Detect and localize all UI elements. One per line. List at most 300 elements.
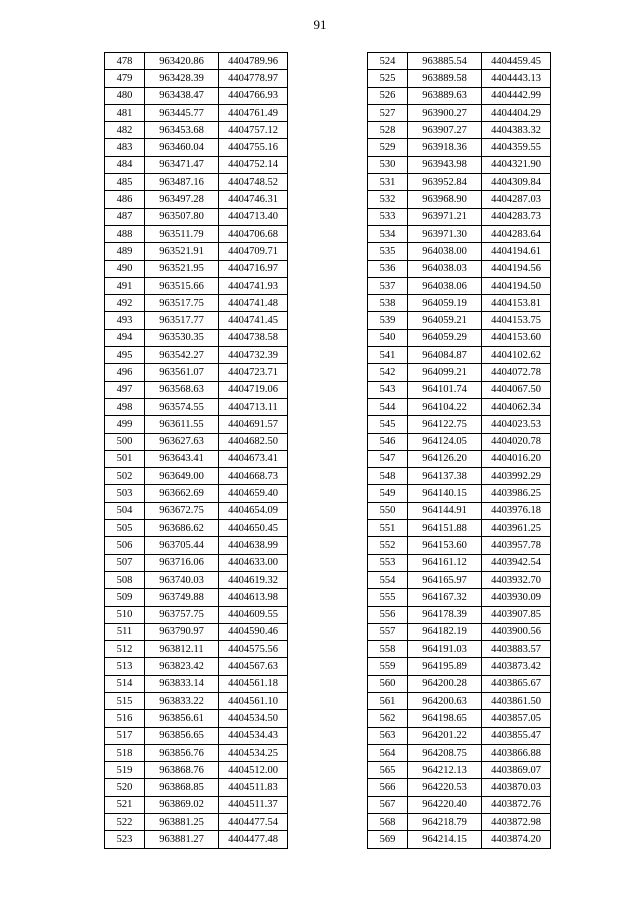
y-coordinate-cell: 4404706.68 [219, 225, 288, 242]
table-row [105, 312, 288, 329]
y-coordinate-cell: 4403992.29 [482, 468, 551, 485]
x-coordinate-cell: 963561.07 [145, 364, 219, 381]
y-coordinate-cell: 4403874.20 [482, 831, 551, 848]
table-row [105, 744, 288, 761]
x-coordinate-cell: 964038.03 [408, 260, 482, 277]
table-row [105, 295, 288, 312]
point-number-cell: 511 [105, 623, 145, 640]
point-number-cell: 495 [105, 347, 145, 364]
x-coordinate-cell: 963812.11 [145, 641, 219, 658]
y-coordinate-cell: 4404359.55 [482, 139, 551, 156]
page-number: 91 [313, 17, 327, 32]
point-number-cell: 523 [105, 831, 145, 848]
table-row [105, 174, 288, 191]
x-coordinate-cell: 963885.54 [408, 53, 482, 70]
y-coordinate-cell: 4404590.46 [219, 623, 288, 640]
point-number-cell: 483 [105, 139, 145, 156]
table-row [105, 364, 288, 381]
table-row [368, 277, 551, 294]
point-number-cell: 538 [368, 295, 408, 312]
point-number-cell: 529 [368, 139, 408, 156]
y-coordinate-cell: 4404716.97 [219, 260, 288, 277]
coordinates-table-left [104, 52, 288, 849]
point-number-cell: 485 [105, 174, 145, 191]
table-row [368, 156, 551, 173]
x-coordinate-cell: 963420.86 [145, 53, 219, 70]
x-coordinate-cell: 964059.29 [408, 329, 482, 346]
point-number-cell: 481 [105, 104, 145, 121]
x-coordinate-cell: 963856.76 [145, 744, 219, 761]
point-number-cell: 545 [368, 416, 408, 433]
x-coordinate-cell: 964218.79 [408, 814, 482, 831]
y-coordinate-cell: 4404016.20 [482, 450, 551, 467]
point-number-cell: 517 [105, 727, 145, 744]
y-coordinate-cell: 4404633.00 [219, 554, 288, 571]
x-coordinate-cell: 963918.36 [408, 139, 482, 156]
point-number-cell: 501 [105, 450, 145, 467]
table-row [105, 779, 288, 796]
y-coordinate-cell: 4404511.83 [219, 779, 288, 796]
table-row [368, 675, 551, 692]
table-row [105, 606, 288, 623]
table-row [368, 520, 551, 537]
x-coordinate-cell: 964208.75 [408, 744, 482, 761]
table-row [105, 485, 288, 502]
x-coordinate-cell: 964191.03 [408, 641, 482, 658]
y-coordinate-cell: 4404757.12 [219, 122, 288, 139]
table-row [105, 243, 288, 260]
x-coordinate-cell: 963705.44 [145, 537, 219, 554]
x-coordinate-cell: 963757.75 [145, 606, 219, 623]
table-row [105, 104, 288, 121]
y-coordinate-cell: 4404748.52 [219, 174, 288, 191]
x-coordinate-cell: 963453.68 [145, 122, 219, 139]
x-coordinate-cell: 964101.74 [408, 381, 482, 398]
y-coordinate-cell: 4404650.45 [219, 520, 288, 537]
point-number-cell: 557 [368, 623, 408, 640]
x-coordinate-cell: 963881.27 [145, 831, 219, 848]
x-coordinate-cell: 963889.58 [408, 70, 482, 87]
table-row [368, 225, 551, 242]
x-coordinate-cell: 963517.77 [145, 312, 219, 329]
y-coordinate-cell: 4404153.81 [482, 295, 551, 312]
table-row [105, 450, 288, 467]
y-coordinate-cell: 4403930.09 [482, 589, 551, 606]
y-coordinate-cell: 4404194.61 [482, 243, 551, 260]
x-coordinate-cell: 963445.77 [145, 104, 219, 121]
point-number-cell: 493 [105, 312, 145, 329]
table-row [368, 416, 551, 433]
x-coordinate-cell: 964084.87 [408, 347, 482, 364]
point-number-cell: 491 [105, 277, 145, 294]
x-coordinate-cell: 963900.27 [408, 104, 482, 121]
x-coordinate-cell: 963833.22 [145, 692, 219, 709]
point-number-cell: 525 [368, 70, 408, 87]
x-coordinate-cell: 964212.13 [408, 762, 482, 779]
y-coordinate-cell: 4404561.18 [219, 675, 288, 692]
y-coordinate-cell: 4404713.40 [219, 208, 288, 225]
point-number-cell: 537 [368, 277, 408, 294]
x-coordinate-cell: 963428.39 [145, 70, 219, 87]
table-row [368, 606, 551, 623]
y-coordinate-cell: 4404723.71 [219, 364, 288, 381]
x-coordinate-cell: 963856.61 [145, 710, 219, 727]
table-row [105, 520, 288, 537]
table-row [368, 692, 551, 709]
x-coordinate-cell: 964161.12 [408, 554, 482, 571]
point-number-cell: 503 [105, 485, 145, 502]
x-coordinate-cell: 963833.14 [145, 675, 219, 692]
point-number-cell: 518 [105, 744, 145, 761]
x-coordinate-cell: 964137.38 [408, 468, 482, 485]
table-row [105, 692, 288, 709]
point-number-cell: 487 [105, 208, 145, 225]
y-coordinate-cell: 4403861.50 [482, 692, 551, 709]
table-row [105, 122, 288, 139]
x-coordinate-cell: 964038.06 [408, 277, 482, 294]
x-coordinate-cell: 963521.95 [145, 260, 219, 277]
x-coordinate-cell: 963438.47 [145, 87, 219, 104]
x-coordinate-cell: 963971.30 [408, 225, 482, 242]
table-row [105, 623, 288, 640]
point-number-cell: 539 [368, 312, 408, 329]
x-coordinate-cell: 964214.15 [408, 831, 482, 848]
y-coordinate-cell: 4404309.84 [482, 174, 551, 191]
y-coordinate-cell: 4404738.58 [219, 329, 288, 346]
y-coordinate-cell: 4404719.06 [219, 381, 288, 398]
y-coordinate-cell: 4404619.32 [219, 571, 288, 588]
y-coordinate-cell: 4404477.54 [219, 814, 288, 831]
y-coordinate-cell: 4404512.00 [219, 762, 288, 779]
table-row [368, 450, 551, 467]
y-coordinate-cell: 4404102.62 [482, 347, 551, 364]
point-number-cell: 566 [368, 779, 408, 796]
x-coordinate-cell: 963686.62 [145, 520, 219, 537]
x-coordinate-cell: 964126.20 [408, 450, 482, 467]
point-number-cell: 550 [368, 502, 408, 519]
point-number-cell: 541 [368, 347, 408, 364]
y-coordinate-cell: 4404442.99 [482, 87, 551, 104]
table-row [368, 744, 551, 761]
table-row [368, 70, 551, 87]
point-number-cell: 510 [105, 606, 145, 623]
x-coordinate-cell: 963517.75 [145, 295, 219, 312]
y-coordinate-cell: 4404691.57 [219, 416, 288, 433]
y-coordinate-cell: 4404659.40 [219, 485, 288, 502]
point-number-cell: 556 [368, 606, 408, 623]
y-coordinate-cell: 4404638.99 [219, 537, 288, 554]
x-coordinate-cell: 963971.21 [408, 208, 482, 225]
table-row [368, 53, 551, 70]
y-coordinate-cell: 4404020.78 [482, 433, 551, 450]
y-coordinate-cell: 4404613.98 [219, 589, 288, 606]
table-row [368, 589, 551, 606]
point-number-cell: 484 [105, 156, 145, 173]
x-coordinate-cell: 963749.88 [145, 589, 219, 606]
point-number-cell: 562 [368, 710, 408, 727]
point-number-cell: 500 [105, 433, 145, 450]
point-number-cell: 542 [368, 364, 408, 381]
point-number-cell: 534 [368, 225, 408, 242]
point-number-cell: 492 [105, 295, 145, 312]
table-row [368, 433, 551, 450]
table-row [105, 658, 288, 675]
y-coordinate-cell: 4403976.18 [482, 502, 551, 519]
y-coordinate-cell: 4404741.45 [219, 312, 288, 329]
table-row [368, 831, 551, 848]
point-number-cell: 506 [105, 537, 145, 554]
point-number-cell: 554 [368, 571, 408, 588]
y-coordinate-cell: 4404153.75 [482, 312, 551, 329]
table-row [368, 814, 551, 831]
table-row [105, 433, 288, 450]
table-row [105, 710, 288, 727]
table-row [368, 208, 551, 225]
x-coordinate-cell: 964167.32 [408, 589, 482, 606]
point-number-cell: 494 [105, 329, 145, 346]
point-number-cell: 561 [368, 692, 408, 709]
y-coordinate-cell: 4404023.53 [482, 416, 551, 433]
table-row [105, 571, 288, 588]
y-coordinate-cell: 4403872.76 [482, 796, 551, 813]
x-coordinate-cell: 963497.28 [145, 191, 219, 208]
y-coordinate-cell: 4404459.45 [482, 53, 551, 70]
x-coordinate-cell: 963790.97 [145, 623, 219, 640]
y-coordinate-cell: 4404534.25 [219, 744, 288, 761]
x-coordinate-cell: 963823.42 [145, 658, 219, 675]
x-coordinate-cell: 963943.98 [408, 156, 482, 173]
y-coordinate-cell: 4404534.43 [219, 727, 288, 744]
point-number-cell: 508 [105, 571, 145, 588]
point-number-cell: 563 [368, 727, 408, 744]
point-number-cell: 496 [105, 364, 145, 381]
point-number-cell: 558 [368, 641, 408, 658]
table-row [368, 329, 551, 346]
point-number-cell: 486 [105, 191, 145, 208]
y-coordinate-cell: 4404321.90 [482, 156, 551, 173]
x-coordinate-cell: 963868.85 [145, 779, 219, 796]
x-coordinate-cell: 964059.21 [408, 312, 482, 329]
table-row [368, 571, 551, 588]
x-coordinate-cell: 964195.89 [408, 658, 482, 675]
table-row [368, 623, 551, 640]
x-coordinate-cell: 963662.69 [145, 485, 219, 502]
x-coordinate-cell: 964140.15 [408, 485, 482, 502]
y-coordinate-cell: 4404713.11 [219, 398, 288, 415]
point-number-cell: 521 [105, 796, 145, 813]
point-number-cell: 531 [368, 174, 408, 191]
x-coordinate-cell: 963530.35 [145, 329, 219, 346]
y-coordinate-cell: 4404477.48 [219, 831, 288, 848]
y-coordinate-cell: 4403942.54 [482, 554, 551, 571]
y-coordinate-cell: 4403873.42 [482, 658, 551, 675]
point-number-cell: 489 [105, 243, 145, 260]
x-coordinate-cell: 963649.00 [145, 468, 219, 485]
x-coordinate-cell: 963511.79 [145, 225, 219, 242]
y-coordinate-cell: 4403857.05 [482, 710, 551, 727]
point-number-cell: 551 [368, 520, 408, 537]
table-row [368, 398, 551, 415]
point-number-cell: 560 [368, 675, 408, 692]
y-coordinate-cell: 4404755.16 [219, 139, 288, 156]
point-number-cell: 547 [368, 450, 408, 467]
y-coordinate-cell: 4403961.25 [482, 520, 551, 537]
table-row [105, 277, 288, 294]
y-coordinate-cell: 4404761.49 [219, 104, 288, 121]
table-row [368, 468, 551, 485]
y-coordinate-cell: 4404746.31 [219, 191, 288, 208]
point-number-cell: 499 [105, 416, 145, 433]
table-row [105, 329, 288, 346]
y-coordinate-cell: 4403872.98 [482, 814, 551, 831]
y-coordinate-cell: 4404404.29 [482, 104, 551, 121]
table-row [368, 658, 551, 675]
point-number-cell: 509 [105, 589, 145, 606]
point-number-cell: 533 [368, 208, 408, 225]
x-coordinate-cell: 964220.53 [408, 779, 482, 796]
y-coordinate-cell: 4404654.09 [219, 502, 288, 519]
y-coordinate-cell: 4404283.64 [482, 225, 551, 242]
point-number-cell: 490 [105, 260, 145, 277]
table-row [105, 762, 288, 779]
x-coordinate-cell: 964099.21 [408, 364, 482, 381]
y-coordinate-cell: 4403870.03 [482, 779, 551, 796]
point-number-cell: 568 [368, 814, 408, 831]
table-row [368, 87, 551, 104]
x-coordinate-cell: 963574.55 [145, 398, 219, 415]
y-coordinate-cell: 4403865.67 [482, 675, 551, 692]
point-number-cell: 479 [105, 70, 145, 87]
x-coordinate-cell: 963856.65 [145, 727, 219, 744]
x-coordinate-cell: 964220.40 [408, 796, 482, 813]
y-coordinate-cell: 4403932.70 [482, 571, 551, 588]
table-row [105, 416, 288, 433]
point-number-cell: 519 [105, 762, 145, 779]
y-coordinate-cell: 4404709.71 [219, 243, 288, 260]
table-row [105, 70, 288, 87]
table-row [368, 727, 551, 744]
point-number-cell: 520 [105, 779, 145, 796]
x-coordinate-cell: 963869.02 [145, 796, 219, 813]
x-coordinate-cell: 963740.03 [145, 571, 219, 588]
x-coordinate-cell: 964124.05 [408, 433, 482, 450]
y-coordinate-cell: 4404072.78 [482, 364, 551, 381]
point-number-cell: 524 [368, 53, 408, 70]
table-row [105, 502, 288, 519]
x-coordinate-cell: 964153.60 [408, 537, 482, 554]
y-coordinate-cell: 4404194.56 [482, 260, 551, 277]
table-row [105, 225, 288, 242]
y-coordinate-cell: 4404287.03 [482, 191, 551, 208]
x-coordinate-cell: 964201.22 [408, 727, 482, 744]
x-coordinate-cell: 963460.04 [145, 139, 219, 156]
table-row [105, 554, 288, 571]
point-number-cell: 540 [368, 329, 408, 346]
y-coordinate-cell: 4403986.25 [482, 485, 551, 502]
y-coordinate-cell: 4404194.50 [482, 277, 551, 294]
table-row [105, 191, 288, 208]
point-number-cell: 482 [105, 122, 145, 139]
point-number-cell: 544 [368, 398, 408, 415]
point-number-cell: 567 [368, 796, 408, 813]
y-coordinate-cell: 4404062.34 [482, 398, 551, 415]
x-coordinate-cell: 964144.91 [408, 502, 482, 519]
y-coordinate-cell: 4404668.73 [219, 468, 288, 485]
point-number-cell: 480 [105, 87, 145, 104]
y-coordinate-cell: 4404741.48 [219, 295, 288, 312]
table-row [105, 156, 288, 173]
x-coordinate-cell: 963542.27 [145, 347, 219, 364]
x-coordinate-cell: 964165.97 [408, 571, 482, 588]
point-number-cell: 569 [368, 831, 408, 848]
x-coordinate-cell: 964059.19 [408, 295, 482, 312]
table-row [368, 762, 551, 779]
table-row [368, 537, 551, 554]
x-coordinate-cell: 963643.41 [145, 450, 219, 467]
table-row [368, 381, 551, 398]
y-coordinate-cell: 4404575.56 [219, 641, 288, 658]
point-number-cell: 549 [368, 485, 408, 502]
table-row [368, 796, 551, 813]
y-coordinate-cell: 4404567.63 [219, 658, 288, 675]
table-row [105, 727, 288, 744]
table-row [368, 295, 551, 312]
y-coordinate-cell: 4404732.39 [219, 347, 288, 364]
table-row [368, 554, 551, 571]
table-row [105, 53, 288, 70]
table-row [105, 381, 288, 398]
y-coordinate-cell: 4404511.37 [219, 796, 288, 813]
table-row [368, 260, 551, 277]
table-row [105, 796, 288, 813]
x-coordinate-cell: 963627.63 [145, 433, 219, 450]
point-number-cell: 530 [368, 156, 408, 173]
y-coordinate-cell: 4404283.73 [482, 208, 551, 225]
x-coordinate-cell: 964038.00 [408, 243, 482, 260]
table-row [105, 87, 288, 104]
point-number-cell: 528 [368, 122, 408, 139]
x-coordinate-cell: 963881.25 [145, 814, 219, 831]
x-coordinate-cell: 964178.39 [408, 606, 482, 623]
point-number-cell: 532 [368, 191, 408, 208]
point-number-cell: 548 [368, 468, 408, 485]
point-number-cell: 526 [368, 87, 408, 104]
y-coordinate-cell: 4404067.50 [482, 381, 551, 398]
table-row [368, 364, 551, 381]
point-number-cell: 502 [105, 468, 145, 485]
point-number-cell: 552 [368, 537, 408, 554]
y-coordinate-cell: 4404778.97 [219, 70, 288, 87]
point-number-cell: 514 [105, 675, 145, 692]
y-coordinate-cell: 4403883.57 [482, 641, 551, 658]
y-coordinate-cell: 4404766.93 [219, 87, 288, 104]
point-number-cell: 553 [368, 554, 408, 571]
table-row [368, 191, 551, 208]
table-row [368, 502, 551, 519]
table-row [368, 312, 551, 329]
point-number-cell: 535 [368, 243, 408, 260]
y-coordinate-cell: 4404741.93 [219, 277, 288, 294]
table-row [105, 641, 288, 658]
y-coordinate-cell: 4403855.47 [482, 727, 551, 744]
y-coordinate-cell: 4404673.41 [219, 450, 288, 467]
point-number-cell: 543 [368, 381, 408, 398]
table-row [105, 347, 288, 364]
x-coordinate-cell: 964200.63 [408, 692, 482, 709]
x-coordinate-cell: 964198.65 [408, 710, 482, 727]
x-coordinate-cell: 963868.76 [145, 762, 219, 779]
x-coordinate-cell: 963487.16 [145, 174, 219, 191]
